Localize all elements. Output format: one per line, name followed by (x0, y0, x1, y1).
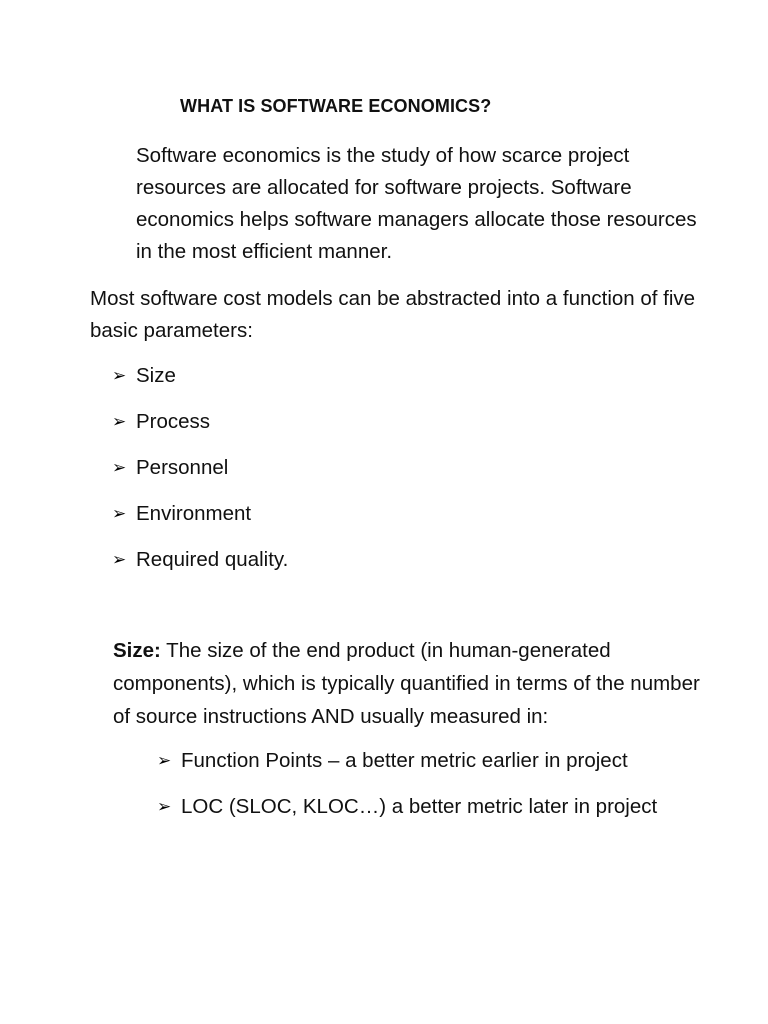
size-text: The size of the end product (in human-generated components), which is typically quantified in terms of the number of source instructions AND usually measured in: (113, 639, 700, 728)
intro-paragraph: Software economics is the study of how scarce project resources are allocated for software projects. Software economics helps software managers allocate those resources in the most efficient manner. (136, 144, 697, 263)
list-item (157, 745, 657, 791)
size-label: Size: (113, 639, 161, 662)
size-definition (113, 634, 713, 733)
list-item (112, 406, 288, 452)
parameters-intro: Most software cost models can be abstracted into a function of five basic parameters: (90, 287, 696, 342)
list-item-label: Size (136, 364, 176, 387)
list-item (157, 791, 657, 837)
list-item (112, 452, 288, 498)
size-measures-list (157, 745, 657, 837)
arrow-bullet-icon: ➢ (112, 458, 127, 478)
list-item-label: Process (136, 410, 211, 433)
list-item-label: Function Points – a better metric earlier in project (181, 749, 628, 772)
list-item (112, 498, 288, 544)
list-item-label: Environment (136, 502, 252, 525)
arrow-bullet-icon: ➢ (112, 366, 127, 386)
list-item (112, 544, 288, 590)
list-item-label: Required quality. (136, 548, 289, 571)
list-item-label: Personnel (136, 456, 229, 479)
page-title: WHAT IS SOFTWARE ECONOMICS? (180, 96, 492, 116)
parameters-list (112, 360, 288, 590)
arrow-bullet-icon: ➢ (112, 550, 127, 570)
list-item-label: LOC (SLOC, KLOC…) a better metric later in project (181, 795, 658, 818)
arrow-bullet-icon: ➢ (112, 412, 127, 432)
arrow-bullet-icon: ➢ (157, 751, 172, 771)
arrow-bullet-icon: ➢ (112, 504, 127, 524)
arrow-bullet-icon: ➢ (157, 797, 172, 817)
list-item (112, 360, 288, 406)
